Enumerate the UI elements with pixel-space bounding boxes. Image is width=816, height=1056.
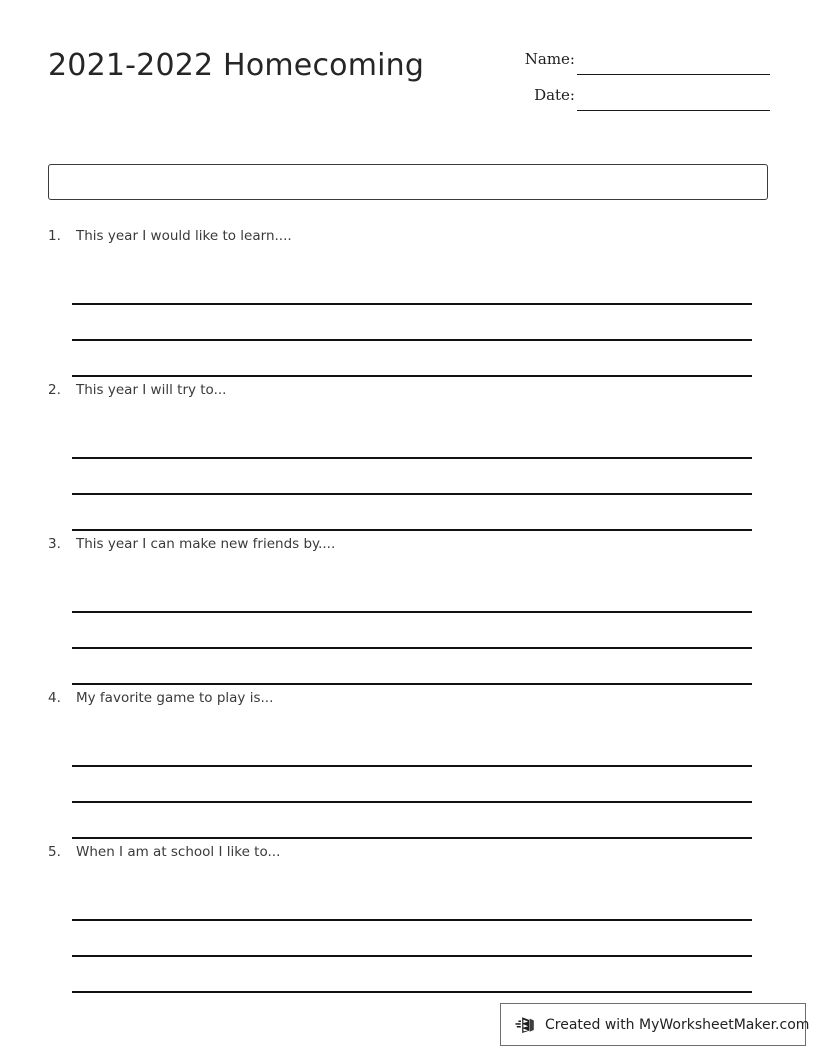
- answer-line[interactable]: [72, 957, 752, 993]
- answer-lines[interactable]: [72, 423, 752, 531]
- question-item: [0, 382, 816, 536]
- date-field-label: Date:: [534, 86, 575, 104]
- answer-lines[interactable]: [72, 269, 752, 377]
- answer-line[interactable]: [72, 613, 752, 649]
- question-text: My favorite game to play is...: [76, 690, 274, 706]
- name-field-input[interactable]: [577, 74, 770, 75]
- worksheet-header: [0, 0, 816, 140]
- question-number: 4.: [48, 690, 61, 706]
- question-text: This year I can make new friends by....: [76, 536, 336, 552]
- question-prompt: [48, 382, 226, 398]
- question-number: 2.: [48, 382, 61, 398]
- question-number: 3.: [48, 536, 61, 552]
- question-item: [0, 690, 816, 844]
- answer-line[interactable]: [72, 767, 752, 803]
- answer-lines[interactable]: [72, 731, 752, 839]
- instruction-box[interactable]: [48, 164, 768, 200]
- question-text: This year I would like to learn....: [76, 228, 292, 244]
- answer-line[interactable]: [72, 803, 752, 839]
- answer-line[interactable]: [72, 459, 752, 495]
- question-item: [0, 228, 816, 382]
- date-field-input[interactable]: [577, 110, 770, 111]
- date-field-row: [500, 82, 770, 118]
- question-prompt: [48, 228, 292, 244]
- name-field-label: Name:: [524, 50, 575, 68]
- answer-line[interactable]: [72, 423, 752, 459]
- answer-line[interactable]: [72, 577, 752, 613]
- question-item: [0, 536, 816, 690]
- question-text: When I am at school I like to...: [76, 844, 281, 860]
- question-prompt: [48, 690, 273, 706]
- answer-lines[interactable]: [72, 885, 752, 993]
- question-number: 1.: [48, 228, 61, 244]
- answer-line[interactable]: [72, 341, 752, 377]
- name-date-fields: [500, 46, 770, 118]
- answer-line[interactable]: [72, 305, 752, 341]
- answer-line[interactable]: [72, 649, 752, 685]
- question-number: 5.: [48, 844, 61, 860]
- answer-line[interactable]: [72, 269, 752, 305]
- attribution-text: Created with MyWorksheetMaker.com: [545, 1016, 810, 1033]
- answer-line[interactable]: [72, 921, 752, 957]
- answer-line[interactable]: [72, 731, 752, 767]
- answer-lines[interactable]: [72, 577, 752, 685]
- question-item: [0, 844, 816, 998]
- question-prompt: [48, 844, 280, 860]
- question-prompt: [48, 536, 335, 552]
- page-title: 2021-2022 Homecoming: [48, 48, 425, 83]
- myworksheetmaker-logo-icon: [515, 1014, 537, 1036]
- name-field-row: [500, 46, 770, 82]
- answer-line[interactable]: [72, 885, 752, 921]
- answer-line[interactable]: [72, 495, 752, 531]
- question-text: This year I will try to...: [76, 382, 227, 398]
- question-list: [0, 228, 816, 998]
- attribution-badge[interactable]: [500, 1003, 810, 1046]
